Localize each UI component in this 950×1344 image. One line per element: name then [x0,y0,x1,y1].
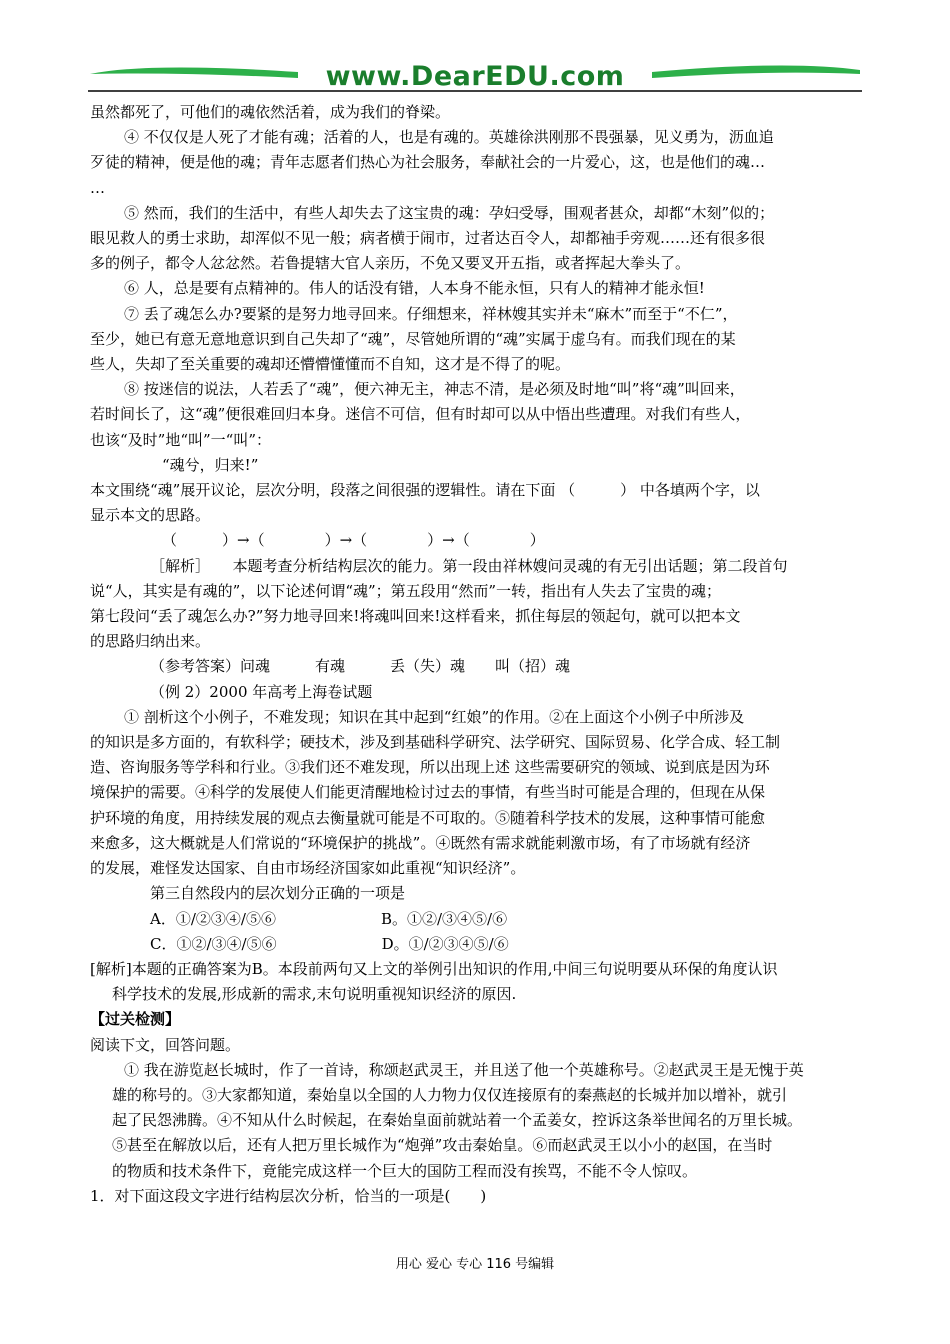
text-line: 的思路归纳出来。 [90,632,211,651]
section-heading: 【过关检测】 [90,1010,181,1029]
question-prompt: 本文围绕“魂”展开议论，层次分明，段落之间很强的逻辑性。请在下面 （ ） 中各填两个字，以 [90,481,760,500]
text-line: 也该“及时”地“叫”一“叫”： [90,430,272,449]
site-header [88,60,862,94]
text-line: 起了民怨沸腾。④不知从什么时候起，在秦始皇面前就站着一个孟姜女，控诉这条举世闻名的万里长城。 [112,1111,803,1130]
text-line: 境保护的需要。④科学的发展使人们能更清醒地检讨过去的事情，有些当时可能是合理的，但现在从保 [90,783,766,802]
text-line: 歹徒的精神，便是他的魂；青年志愿者们热心为社会服务，奉献社会的一片爱心，这，也是他们的魂… [90,153,766,172]
analysis-paragraph: ［解析］ 本题考查分析结构层次的能力。第一段由祥林嫂问灵魂的有无引出话题；第二段首句 [150,556,788,575]
quote-line: “魂兮，归来!” [162,455,259,474]
text-line: 的发展，难怪发达国家、自由市场经济国家如此重视“知识经济”。 [90,859,526,878]
text-line: 来愈多，这大概就是人们常说的“环境保护的挑战”。④既然有需求就能刺激市场，有了市场就有经济 [90,833,751,852]
example-2-title: （例 2）2000 年高考上海卷试题 [150,682,373,701]
text-line: 虽然都死了，可他们的魂依然活着，成为我们的脊梁。 [90,103,451,121]
analysis-answer: [解析]本题的正确答案为B。本段前两句又上文的举例引出知识的作用,中间三句说明要从环保的角度认识 [90,959,778,978]
paragraph-4: ④ 不仅仅是人死了才能有魂；活着的人，也是有魂的。英雄徐洪刚那不畏强暴，见义勇为，沥血追 [124,128,774,147]
text-line: 雄的称号的。③大家都知道，秦始皇以全国的人力物力仅仅连接原有的秦燕赵的长城并加以增补，就引 [112,1085,788,1104]
question-1: 1．对下面这段文字进行结构层次分析，恰当的一项是( ) [90,1186,487,1205]
example-2-paragraph: ① 剖析这个小例子，不难发现；知识在其中起到“红娘”的作用。②在上面这个小例子中所涉及 [124,707,745,726]
question-stem: 第三自然段内的层次划分正确的一项是 [150,884,406,903]
paragraph-5: ⑤ 然而，我们的生活中，有些人却失去了这宝贵的魂：孕妇受辱，围观者甚众，却都“木刻”似的； [124,203,775,222]
text-line: 若时间长了，这“魂”便很难回归本身。迷信不可信，但有时却可以从中悟出些遭理。对我们有些人， [90,405,751,424]
text-line: 多的例子，都令人忿忿然。若鲁提辖大官人亲历，不免又要叉开五指，或者挥起大拳头了。 [90,254,691,273]
text-line: 造、咨询服务等学科和行业。③我们还不难发现，所以出现上述 这些需要研究的领域、说到底是因为环 [90,758,770,777]
text-line: 的知识是多方面的，有软科学；硬技术，涉及到基础科学研究、法学研究、国际贸易、化学合成、轻工制 [90,733,781,752]
text-line: ⑤甚至在解放以后，还有人把万里长城作为“炮弹”攻击秦始皇。⑥而赵武灵王以小小的赵国，在当时 [112,1136,773,1155]
text-line: 至少，她已有意无意地意识到自己失却了“魂”，尽管她所谓的“魂”实属于虚乌有。而我们现在的某 [90,329,736,348]
page-footer: 用心 爱心 专心 116 号编辑 [395,1257,555,1272]
text-line: 些人，失却了至关重要的魂却还懵懵懂懂而不自知，这才是不得了的呢。 [90,355,571,374]
paragraph-6: ⑥ 人，总是要有点精神的。伟人的话没有错，人本身不能永恒，只有人的精神才能永恒! [124,279,705,298]
text-line: 眼见救人的勇士求助，却浑似不见一般；病者横于闹市，过者达百令人，却都袖手旁观……还有很多很 [90,229,766,248]
options-ab: A．①/②③④/⑤⑥ B。①②/③④⑤/⑥ [150,909,508,928]
text-line: 科学技术的发展,形成新的需求,末句说明重视知识经济的原因. [112,985,517,1004]
text-line: … [90,178,105,197]
paragraph-8: ⑧ 按迷信的说法，人若丢了“魂”，便六神无主，神志不清，是必须及时地“叫”将“魂”叫回来， [124,380,745,399]
reference-answer: （参考答案）问魂 有魂 丢（失）魂 叫（招）魂 [150,657,571,676]
text-line: 第七段问“丢了魂怎么办?”努力地寻回来!将魂叫回来!这样看来，抓住每层的领起句，就可以把本文 [90,607,741,626]
text-line: 的物质和技术条件下，竟能完成这样一个巨大的国防工程而没有挨骂，不能不令人惊叹。 [112,1161,698,1180]
reading-instruction: 阅读下文，回答问题。 [90,1035,241,1054]
site-logo[interactable]: www.DearEDU.com [325,61,625,92]
options-cd: C．①②/③④/⑤⑥ D。①/②③④⑤/⑥ [150,934,509,953]
reading-passage: ① 我在游览赵长城时，作了一首诗，称颂赵武灵王，并且送了他一个英雄称号。②赵武灵王是无愧于英 [124,1060,804,1079]
paragraph-7: ⑦ 丢了魂怎么办?要紧的是努力地寻回来。仔细想来，祥林嫂其实并未“麻木”而至于“不仁”， [124,304,738,323]
document-body [90,100,865,1209]
answer-blanks: （ ）→（ ）→（ ）→（ ） [162,531,545,550]
text-line: 说“人，其实是有魂的”，以下论述何谓“魂”；第五段用“然而”一转，指出有人失去了宝贵的魂； [90,581,722,600]
text-line: 护环境的角度，用持续发展的观点去衡量就可能是不可取的。⑤随着科学技术的发展，这种事情可能愈 [90,808,766,827]
text-line: 显示本文的思路。 [90,506,211,525]
